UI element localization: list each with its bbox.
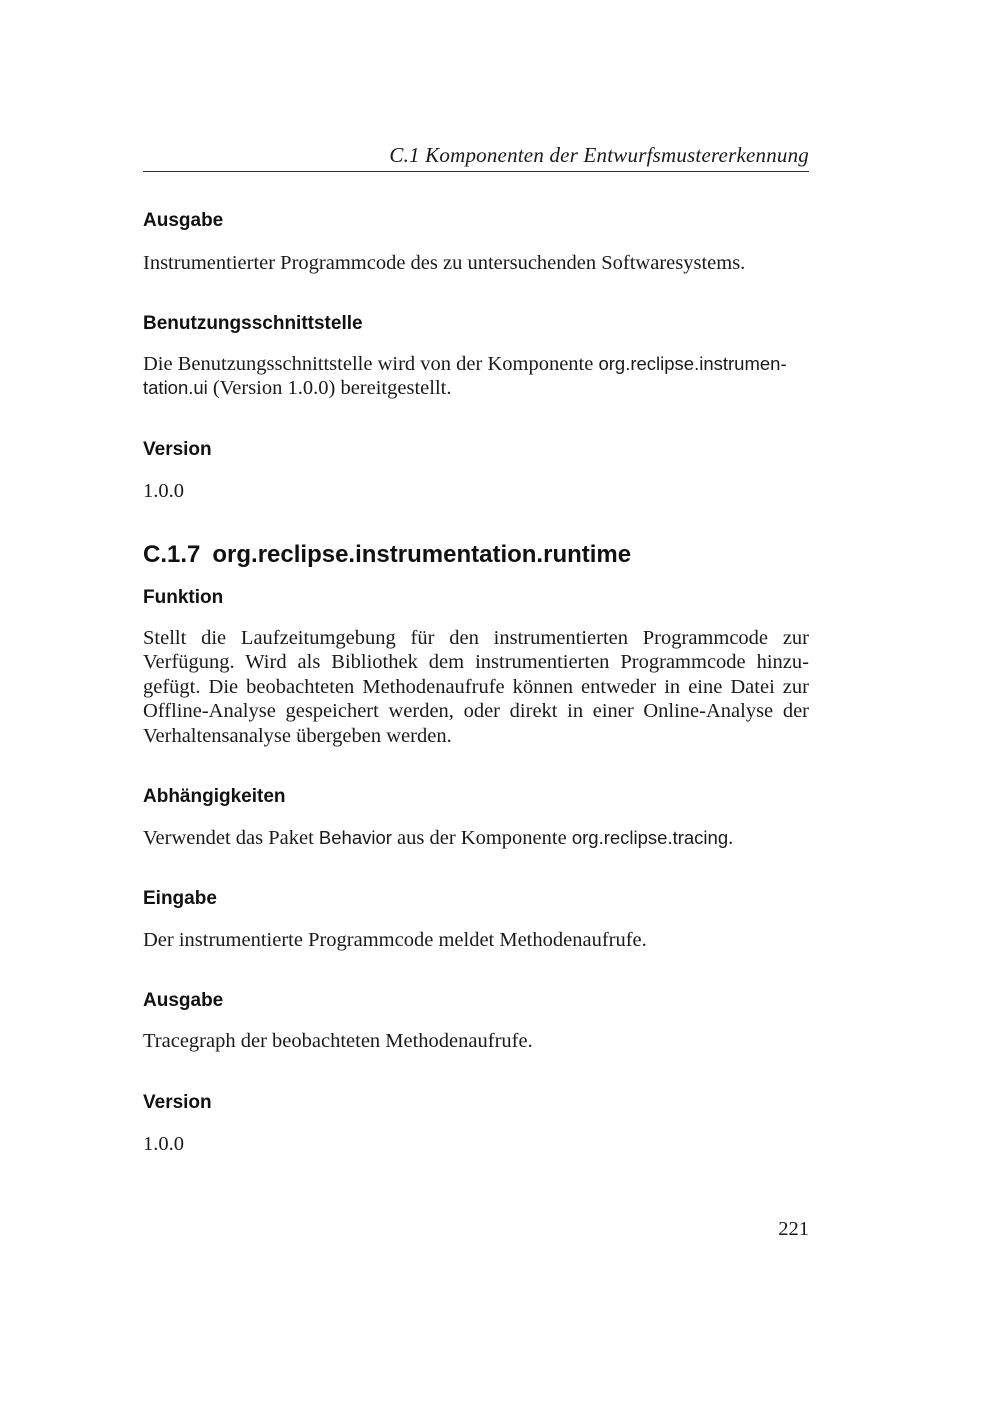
component-name-code-cont: tation.ui	[143, 377, 208, 399]
funktion-line-4: Offline-Analyse gespeichert werden, oder direkt in einer Online-Analyse der	[143, 700, 809, 723]
paragraph-heading-version-2: Version	[143, 1092, 212, 1113]
page-number: 221	[778, 1218, 809, 1240]
paragraph-heading-abhaengigkeiten: Abhängigkeiten	[143, 786, 286, 807]
ui-line2-text: (Version 1.0.0) bereitgestellt.	[207, 377, 452, 400]
paragraph-heading-funktion: Funktion	[143, 587, 224, 608]
funktion-line-1: Stellt die Laufzeitumgebung für den instrumentierten Programmcode zur	[143, 627, 809, 649]
funktion-line-2: Verfügung. Wird als Bibliothek dem instrumentierten Programmcode hinzu-	[143, 651, 809, 674]
paragraph-text-ausgabe-2: Tracegraph der beobachteten Methodenaufrufe.	[143, 1030, 533, 1052]
paragraph-heading-benutzungsschnittstelle: Benutzungsschnittstelle	[143, 313, 363, 334]
paragraph-text-version: 1.0.0	[143, 480, 184, 502]
running-header: C.1 Komponenten der Entwurfsmustererkennung	[389, 143, 809, 167]
abh-text-1: Verwendet das Paket	[143, 827, 319, 849]
paragraph-text-funktion	[143, 626, 809, 748]
component-name-code-tracing: org.reclipse.tracing	[571, 827, 729, 848]
paragraph-heading-eingabe: Eingabe	[143, 888, 217, 909]
section-title: org.reclipse.instrumentation.runtime	[212, 541, 632, 568]
paragraph-text-benutzungsschnittstelle	[143, 352, 809, 401]
paragraph-text-version-2: 1.0.0	[143, 1133, 184, 1155]
ui-line-2	[143, 376, 809, 400]
ui-line-1	[143, 352, 809, 376]
paragraph-text-eingabe: Der instrumentierte Programmcode meldet Methodenaufrufe.	[143, 929, 647, 951]
ui-line1-text: Die Benutzungsschnittstelle wird von der Komponente	[143, 353, 599, 375]
abh-text-2: aus der Komponente	[391, 827, 572, 849]
component-name-code: org.reclipse.instrumen-	[598, 353, 787, 374]
paragraph-heading-ausgabe: Ausgabe	[143, 210, 224, 231]
funktion-line-5: Verhaltensanalyse übergeben werden.	[143, 724, 452, 747]
package-name-code: Behavior	[318, 827, 392, 848]
abh-text-3: .	[728, 827, 734, 849]
paragraph-text-ausgabe: Instrumentierter Programmcode des zu untersuchenden Softwaresystems.	[143, 252, 746, 274]
section-heading	[143, 540, 631, 570]
paragraph-text-abhaengigkeiten	[143, 826, 809, 850]
funktion-line-3: gefügt. Die beobachteten Methodenaufrufe können entweder in eine Datei zur	[143, 675, 809, 698]
paragraph-heading-version: Version	[143, 439, 212, 460]
paragraph-heading-ausgabe-2: Ausgabe	[143, 990, 224, 1011]
header-rule	[143, 171, 809, 172]
section-number: C.1.7	[143, 541, 201, 568]
